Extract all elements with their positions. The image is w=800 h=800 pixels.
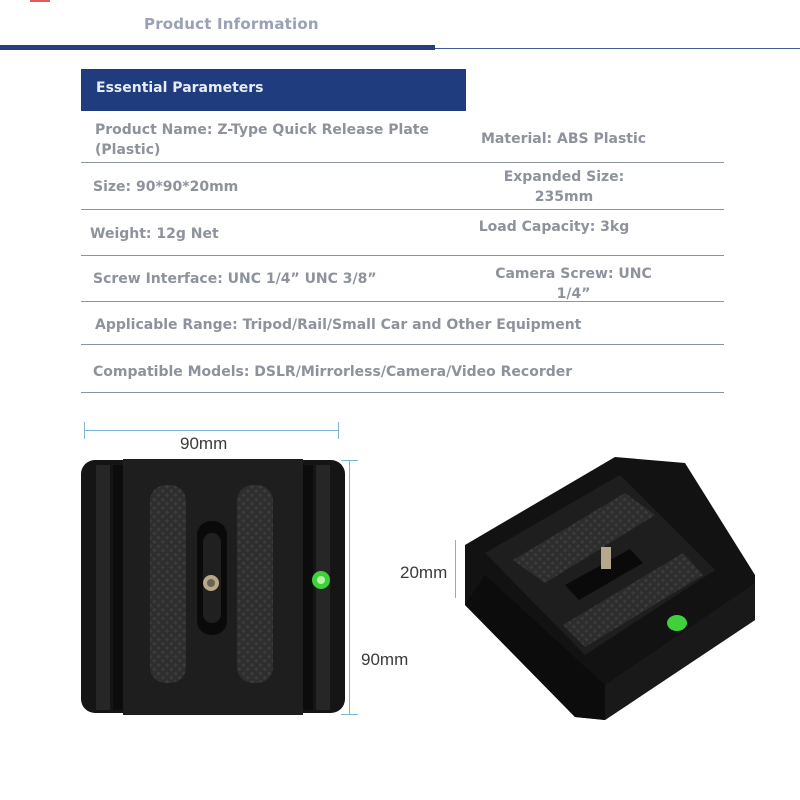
header-accent-bar	[0, 45, 435, 50]
spec-row	[81, 210, 724, 256]
spec-row	[81, 345, 724, 393]
width-dimension-line	[84, 430, 339, 431]
bubble-level-icon	[667, 615, 687, 631]
header-decor	[30, 0, 50, 2]
tab-product-information[interactable]: Product Information	[144, 15, 319, 33]
spec-load-capacity: Load Capacity: 3kg	[478, 219, 630, 235]
spec-product-name: Product Name: Z-Type Quick Release Plate (Plastic)	[95, 122, 429, 158]
height-dimension-line	[349, 460, 350, 715]
spec-material: Material: ABS Plastic	[481, 131, 647, 147]
spec-row	[81, 302, 724, 345]
spec-weight: Weight: 12g Net	[90, 226, 219, 242]
spec-compatible-models: Compatible Models: DSLR/Mirrorless/Camera/Video Recorder	[93, 364, 573, 380]
spec-size: Size: 90*90*20mm	[93, 179, 239, 195]
spec-row	[81, 111, 724, 163]
spec-expanded-size: Expanded Size: 235mm	[503, 169, 625, 205]
width-dimension-label: 90mm	[180, 434, 228, 453]
width-dimension-tick	[338, 422, 339, 439]
spec-screw-interface: Screw Interface: UNC 1/4” UNC 3/8”	[93, 271, 377, 287]
thickness-dimension-label: 20mm	[400, 563, 448, 582]
spec-table-title: Essential Parameters	[81, 69, 466, 111]
plate-front-view	[78, 455, 348, 720]
page-header	[0, 0, 800, 56]
plate-angled-view	[455, 455, 765, 730]
spec-row	[81, 256, 724, 302]
spec-camera-screw: Camera Screw: UNC 1/4”	[495, 266, 652, 302]
spec-row	[81, 163, 724, 210]
spec-applicable-range: Applicable Range: Tripod/Rail/Small Car and Other Equipment	[95, 317, 582, 333]
header-divider	[435, 48, 800, 49]
camera-screw-icon	[601, 547, 611, 569]
height-dimension-label: 90mm	[361, 650, 409, 669]
width-dimension-tick	[84, 422, 85, 439]
